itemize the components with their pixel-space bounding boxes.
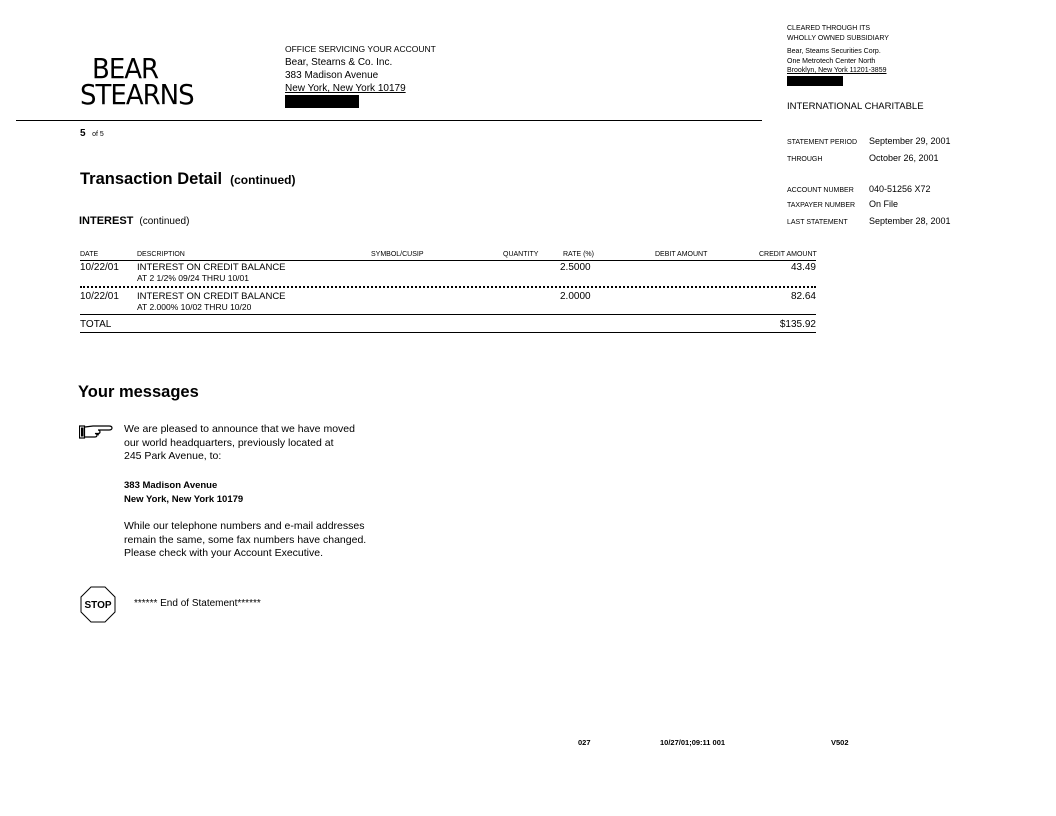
section-title-text: Transaction Detail [80, 170, 223, 188]
taxpayer-number-row [787, 199, 898, 209]
statement-period-row [787, 136, 951, 146]
header-divider [16, 120, 762, 121]
through-row [787, 153, 939, 163]
message-line: 245 Park Avenue, to: [124, 450, 222, 462]
statement-period-value: September 29, 2001 [869, 136, 951, 146]
row2-date: 10/22/01 [80, 291, 119, 302]
account-name: INTERNATIONAL CHARITABLE [787, 101, 924, 112]
row-separator [80, 286, 816, 288]
redaction-bar [787, 76, 843, 86]
message-line: our world headquarters, previously located at [124, 436, 334, 449]
logo-line1: BEAR [92, 53, 159, 86]
redaction-bar [285, 95, 359, 108]
last-statement-label: LAST STATEMENT [787, 219, 848, 226]
new-address [124, 479, 243, 506]
account-number-row [787, 184, 931, 194]
interest-subtitle [79, 215, 189, 227]
message-line: remain the same, some fax numbers have changed. [124, 533, 367, 546]
account-number-value: 040-51256 X72 [869, 184, 931, 194]
office-name: Bear, Stearns & Co. Inc. [285, 57, 393, 68]
total-rule-top [80, 314, 816, 315]
pointing-hand-icon [79, 424, 113, 445]
col-header-credit: CREDIT AMOUNT [759, 251, 817, 258]
section-title [80, 170, 295, 189]
row1-rate: 2.5000 [560, 262, 591, 273]
office-heading: OFFICE SERVICING YOUR ACCOUNT [285, 44, 436, 54]
clearing-line2: WHOLLY OWNED SUBSIDIARY [787, 34, 889, 42]
page-number: 5 [80, 128, 86, 139]
stop-sign-icon [80, 586, 116, 628]
row2-credit: 82.64 [790, 291, 816, 302]
logo-line2: STEARNS [80, 79, 194, 112]
total-value: $135.92 [779, 319, 816, 330]
page-of: of 5 [92, 131, 104, 138]
statement-period-label: STATEMENT PERIOD [787, 139, 858, 146]
footer-code-1: 027 [578, 738, 591, 747]
clearing-address: One Metrotech Center North [787, 57, 876, 65]
row2-sub: AT 2.000% 10/02 THRU 10/20 [137, 302, 252, 312]
new-address-city: New York, New York 10179 [124, 493, 244, 505]
bear-stearns-logo [80, 53, 194, 112]
footer-code-2: V502 [831, 738, 849, 747]
row1-sub: AT 2 1/2% 09/24 THRU 10/01 [137, 273, 249, 283]
row2-description: INTEREST ON CREDIT BALANCE [137, 291, 286, 302]
office-servicing-block [285, 43, 436, 112]
row1-date: 10/22/01 [80, 262, 119, 273]
taxpayer-number-value: On File [869, 199, 899, 209]
total-label: TOTAL [80, 319, 112, 330]
taxpayer-number-label: TAXPAYER NUMBER [787, 202, 856, 209]
message-line: We are pleased to announce that we have moved [124, 423, 355, 435]
last-statement-row [787, 216, 951, 226]
col-header-symbol: SYMBOL/CUSIP [371, 251, 424, 258]
clearing-city: Brooklyn, New York 11201-3859 [787, 67, 887, 74]
through-label: THROUGH [787, 156, 823, 163]
message-line: While our telephone numbers and e-mail addresses [124, 520, 365, 532]
office-city: New York, New York 10179 [285, 83, 406, 94]
through-value: October 26, 2001 [869, 153, 939, 163]
account-number-label: ACCOUNT NUMBER [787, 187, 854, 194]
messages-title: Your messages [78, 383, 199, 401]
clearing-block [787, 24, 889, 89]
message-line: Please check with your Account Executive. [124, 547, 324, 559]
col-header-date: DATE [80, 251, 99, 258]
row1-credit: 43.49 [790, 262, 816, 273]
message-paragraph-2 [124, 520, 366, 561]
table-header-rule [80, 260, 816, 261]
col-header-description: DESCRIPTION [137, 251, 185, 258]
message-paragraph-1 [124, 423, 355, 464]
stop-label: STOP [84, 600, 112, 611]
row2-rate: 2.0000 [560, 291, 591, 302]
last-statement-value: September 28, 2001 [869, 216, 951, 226]
total-rule-bottom [80, 332, 816, 333]
page-indicator [80, 128, 104, 139]
col-header-quantity: QUANTITY [503, 251, 539, 258]
new-address-street: 383 Madison Avenue [124, 480, 218, 491]
end-of-statement: ****** End of Statement****** [134, 598, 261, 609]
clearing-line1: CLEARED THROUGH ITS [787, 25, 871, 32]
row1-description: INTEREST ON CREDIT BALANCE [137, 262, 286, 273]
col-header-debit: DEBIT AMOUNT [655, 251, 708, 258]
clearing-company: Bear, Steams Securities Corp. [787, 48, 881, 55]
section-title-continued: (continued) [230, 173, 296, 187]
footer-timestamp: 10/27/01;09:11 001 [660, 738, 726, 747]
col-header-rate: RATE (%) [563, 251, 594, 258]
office-address: 383 Madison Avenue [285, 70, 379, 81]
interest-label: INTEREST [79, 215, 134, 227]
interest-continued: (continued) [139, 216, 190, 227]
